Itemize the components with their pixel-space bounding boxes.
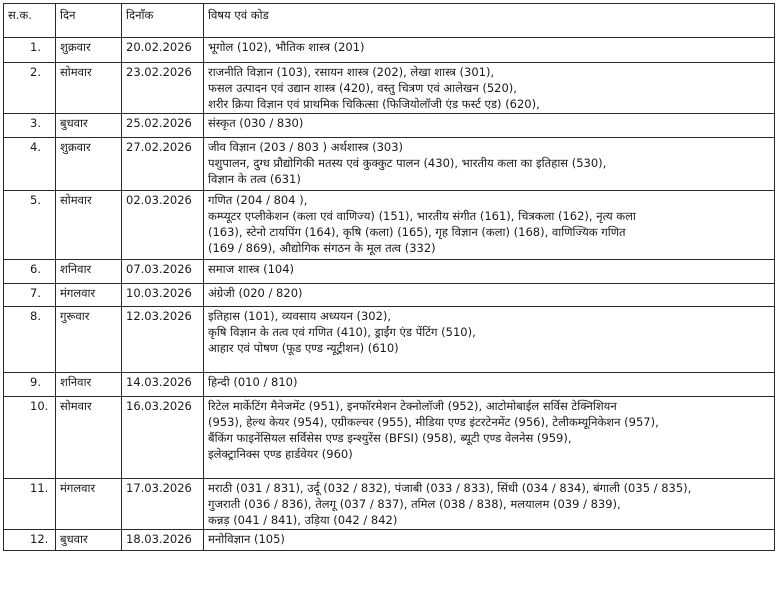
subject-line: (169 / 869), औद्योगिक संगठन के मूल तत्व (332)	[208, 241, 436, 255]
row-subjects	[204, 284, 775, 307]
subject-line: अंग्रेजी (020 / 820)	[208, 286, 303, 300]
row-subjects	[204, 63, 775, 114]
row-date: 18.03.2026	[122, 530, 204, 551]
row-date: 23.02.2026	[122, 63, 204, 114]
table-body	[4, 38, 775, 551]
row-day: शुक्रवार	[56, 38, 122, 63]
table-row	[4, 397, 775, 479]
header-day: दिन	[56, 4, 122, 38]
row-day: सोमवार	[56, 63, 122, 114]
table-row	[4, 260, 775, 284]
row-day: शनिवार	[56, 260, 122, 284]
row-subjects	[204, 397, 775, 479]
subject-line: इलेक्ट्रानिक्स एण्ड हार्डवेयर (960)	[208, 447, 353, 461]
row-sno: 4.	[4, 138, 56, 191]
table-row	[4, 38, 775, 63]
row-subjects	[204, 530, 775, 551]
subject-line: मराठी (031 / 831), उर्दू (032 / 832), पंजाबी (033 / 833), सिंधी (034 / 834), बंगाली (035 / 835),	[208, 481, 692, 495]
row-date: 17.03.2026	[122, 479, 204, 530]
subject-line: जीव विज्ञान (203 / 803 ) अर्थशास्त्र (303)	[208, 140, 404, 154]
subject-line: गुजराती (036 / 836), तेलगू (037 / 837), तमिल (038 / 838), मलयालम (039 / 839),	[208, 497, 621, 511]
row-subjects	[204, 479, 775, 530]
subject-line: विज्ञान के तत्व (631)	[208, 172, 301, 186]
subject-line: कृषि विज्ञान के तत्व एवं गणित (410), ड्राईंग एंड पेंटिंग (510),	[208, 325, 476, 339]
table-row	[4, 63, 775, 114]
subject-line: कन्नड़ (041 / 841), उड़िया (042 / 842)	[208, 513, 398, 527]
table-header-row	[4, 4, 775, 38]
subject-line: भूगोल (102), भौतिक शास्त्र (201)	[208, 40, 365, 54]
table-row	[4, 114, 775, 138]
row-sno: 11.	[4, 479, 56, 530]
row-sno: 7.	[4, 284, 56, 307]
row-sno: 8.	[4, 307, 56, 373]
row-subjects	[204, 38, 775, 63]
subject-line: बैंकिंग फाइनेंसियल सर्विसेस एण्ड इन्श्युरेंस (BFSI) (958), ब्यूटी एण्ड वेलनेस (959),	[208, 431, 572, 445]
row-date: 10.03.2026	[122, 284, 204, 307]
subject-line: रिटेल मार्केटिंग मैनेजमेंट (951), इनफॉरमेशन टेक्नोलॉजी (952), आटोमोबाईल सर्विस टेक्निशियन	[208, 399, 617, 413]
table-row	[4, 530, 775, 551]
table-row	[4, 138, 775, 191]
row-day: गुरूवार	[56, 307, 122, 373]
row-date: 25.02.2026	[122, 114, 204, 138]
subject-line: (163), स्टेनो टायपिंग (164), कृषि (कला) (165), गृह विज्ञान (कला) (168), वाणिज्यिक गणित	[208, 225, 626, 239]
subject-line: फसल उत्पादन एवं उद्यान शास्त्र (420), वस्तु चित्रण एवं आलेखन (520),	[208, 81, 517, 95]
row-subjects	[204, 373, 775, 397]
row-subjects	[204, 260, 775, 284]
subject-line: शरीर क्रिया विज्ञान एवं प्राथमिक चिकित्सा (फिजियोलॉजी एंड फर्स्ट एड) (620),	[208, 97, 540, 111]
row-sno: 9.	[4, 373, 56, 397]
row-date: 07.03.2026	[122, 260, 204, 284]
subject-line: पशुपालन, दुग्ध प्रौद्योगिकी मतस्य एवं कुक्कुट पालन (430), भारतीय कला का इतिहास (530),	[208, 156, 607, 170]
row-sno: 3.	[4, 114, 56, 138]
subject-line: मनोविज्ञान (105)	[208, 532, 285, 546]
table-row	[4, 284, 775, 307]
subject-line: संस्कृत (030 / 830)	[208, 116, 304, 130]
row-date: 02.03.2026	[122, 191, 204, 260]
exam-schedule-table	[3, 3, 775, 551]
header-date: दिनाँक	[122, 4, 204, 38]
subject-line: राजनीति विज्ञान (103), रसायन शास्त्र (202), लेखा शास्त्र (301),	[208, 65, 495, 79]
subject-line: (953), हेल्थ केयर (954), एग्रीकल्चर (955), मीडिया एण्ड इंटरटेनमेंट (956), टेलीकम्यूनिकेशन (957),	[208, 415, 659, 429]
row-day: मंगलवार	[56, 479, 122, 530]
row-subjects	[204, 307, 775, 373]
row-sno: 12.	[4, 530, 56, 551]
row-subjects	[204, 138, 775, 191]
row-day: बुधवार	[56, 114, 122, 138]
header-sno: स.क.	[4, 4, 56, 38]
row-sno: 1.	[4, 38, 56, 63]
table-row	[4, 479, 775, 530]
row-date: 14.03.2026	[122, 373, 204, 397]
header-subject: विषय एवं कोड	[204, 4, 775, 38]
row-date: 27.02.2026	[122, 138, 204, 191]
subject-line: गणित (204 / 804 ),	[208, 193, 308, 207]
row-subjects	[204, 114, 775, 138]
row-day: शुक्रवार	[56, 138, 122, 191]
subject-line: आहार एवं पोषण (फूड एण्ड न्यूट्रीशन) (610)	[208, 341, 399, 355]
row-sno: 2.	[4, 63, 56, 114]
subject-line: कम्प्यूटर एप्लीकेशन (कला एवं वाणिज्य) (151), भारतीय संगीत (161), चित्रकला (162), नृत्य कला	[208, 209, 636, 223]
row-subjects	[204, 191, 775, 260]
row-sno: 10.	[4, 397, 56, 479]
table-row	[4, 307, 775, 373]
subject-line: हिन्दी (010 / 810)	[208, 375, 298, 389]
table-row	[4, 373, 775, 397]
row-sno: 5.	[4, 191, 56, 260]
row-day: शनिवार	[56, 373, 122, 397]
row-date: 20.02.2026	[122, 38, 204, 63]
subject-line: इतिहास (101), व्यवसाय अध्ययन (302),	[208, 309, 392, 323]
subject-line: समाज शास्त्र (104)	[208, 262, 295, 276]
row-day: मंगलवार	[56, 284, 122, 307]
row-date: 16.03.2026	[122, 397, 204, 479]
row-date: 12.03.2026	[122, 307, 204, 373]
table-row	[4, 191, 775, 260]
row-day: सोमवार	[56, 191, 122, 260]
row-day: सोमवार	[56, 397, 122, 479]
row-day: बुधवार	[56, 530, 122, 551]
row-sno: 6.	[4, 260, 56, 284]
